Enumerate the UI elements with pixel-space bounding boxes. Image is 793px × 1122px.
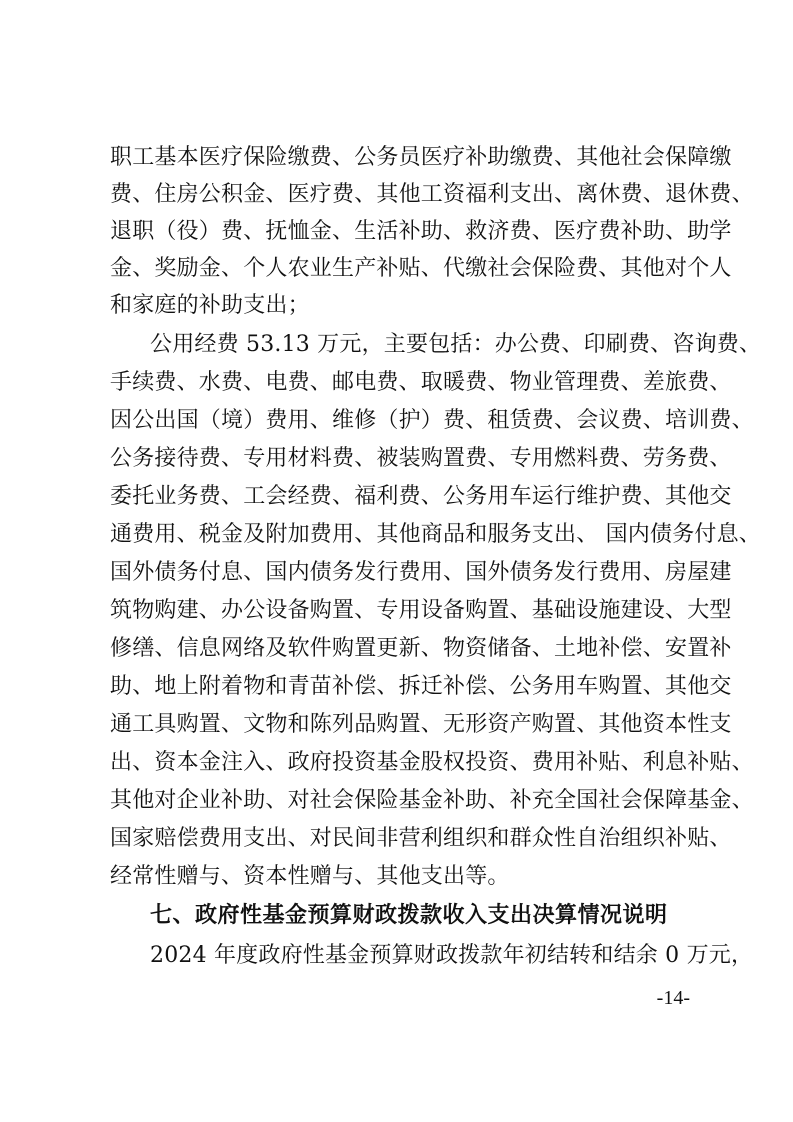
- body-text-line: 退职（役）费、抚恤金、生活补助、救济费、医疗费补助、助学: [110, 219, 732, 244]
- body-text-line: 通费用、税金及附加费用、其他商品和服务支出、 国内债务付息、: [110, 522, 761, 547]
- body-text-line: 国外债务付息、国内债务发行费用、国外债务发行费用、房屋建: [110, 560, 732, 585]
- body-text-line: 助、地上附着物和青苗补偿、拆迁补偿、公务用车购置、其他交: [110, 674, 732, 699]
- body-text-line: 职工基本医疗保险缴费、公务员医疗补助缴费、其他社会保障缴: [110, 145, 732, 170]
- body-text-line: 因公出国（境）费用、维修（护）费、租赁费、会议费、培训费、: [110, 408, 754, 433]
- body-text-line: 筑物购建、办公设备购置、专用设备购置、基础设施建设、大型: [110, 598, 732, 623]
- body-text-line: 国家赔偿费用支出、对民间非营利组织和群众性自治组织补贴、: [110, 826, 732, 851]
- body-text-line: 金、奖励金、个人农业生产补贴、代缴社会保险费、其他对个人: [110, 256, 732, 281]
- body-text-line: 经常性赠与、资本性赠与、其他支出等。: [110, 864, 510, 889]
- body-text-line: 费、住房公积金、医疗费、其他工资福利支出、离休费、退休费、: [110, 182, 754, 207]
- body-text-line: 委托业务费、工会经费、福利费、公务用车运行维护费、其他交: [110, 484, 732, 509]
- section-heading: 七、政府性基金预算财政拨款收入支出决算情况说明: [150, 903, 668, 928]
- body-text-line: 通工具购置、文物和陈列品购置、无形资产购置、其他资本性支: [110, 712, 732, 737]
- body-text-line: 手续费、水费、电费、邮电费、取暖费、物业管理费、差旅费、: [110, 370, 732, 395]
- page-number: -14-: [656, 987, 690, 1009]
- body-text-line: 和家庭的补助支出；: [110, 293, 310, 318]
- paragraph-first-line: 公用经费 53.13 万元，主要包括：办公费、印刷费、咨询费、: [150, 332, 762, 357]
- body-text-line: 其他对企业补助、对社会保险基金补助、补充全国社会保障基金、: [110, 788, 754, 813]
- body-text-line: 修缮、信息网络及软件购置更新、物资储备、土地补偿、安置补: [110, 636, 732, 661]
- paragraph-first-line: 2024 年度政府性基金预算财政拨款年初结转和结余 0 万元，: [150, 943, 754, 968]
- body-text-line: 出、资本金注入、政府投资基金股权投资、费用补贴、利息补贴、: [110, 750, 754, 775]
- body-text-line: 公务接待费、专用材料费、被装购置费、专用燃料费、劳务费、: [110, 446, 732, 471]
